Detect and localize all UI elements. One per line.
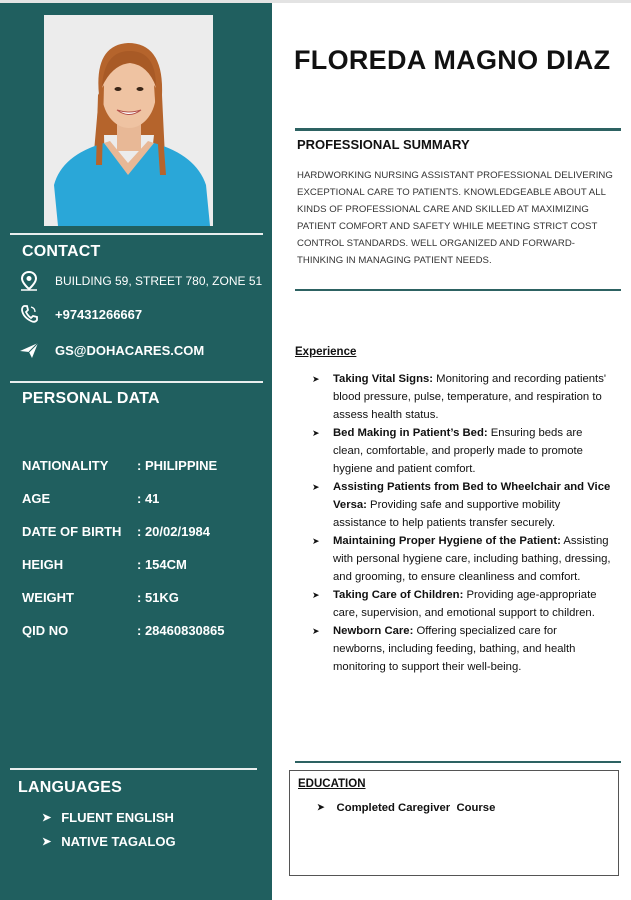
experience-title: Taking Care of Children:: [333, 589, 464, 601]
contact-email-text: GS@DOHACARES.COM: [55, 342, 205, 358]
personal-key: DATE OF BIRTH: [22, 524, 122, 539]
experience-title: Newborn Care:: [333, 625, 414, 637]
summary-text: HARDWORKING NURSING ASSISTANT PROFESSIONAL DELIVERING EXCEPTIONAL CARE TO PATIENTS. KNOWLEDGEABLE ABOUT ALL KINDS OF PROFESSIONAL CARE AND SKILLED AT MAXIMIZING PATIENT COMFORT AND SAFETY WHILE MEETING STRICT COST CONTROL STANDARDS. WELL ORGANIZED AND FORWARD-THINKING IN MANAGING PATIENT NEEDS.: [297, 170, 613, 266]
experience-title: Bed Making in Patient’s Bed:: [333, 427, 488, 439]
experience-text: Ensuring beds are clean, comfortable, and properly made to promote hygiene and patient comfort.: [333, 427, 583, 475]
personal-value: : 154CM: [137, 557, 187, 572]
contact-phone-text: +97431266667: [55, 306, 143, 322]
personal-value: : 20/02/1984: [137, 524, 211, 539]
experience-title: Taking Vital Signs:: [333, 373, 434, 385]
paper-plane-icon: [18, 340, 40, 360]
arrow-bullet-icon: ➤: [42, 812, 52, 824]
portrait-image: [44, 15, 213, 226]
sidebar-divider: [10, 233, 263, 235]
personal-value: : 51KG: [137, 590, 179, 605]
personal-row-qid: [22, 623, 224, 638]
arrow-bullet-icon: ➤: [42, 836, 52, 848]
personal-row-nationality: [22, 458, 217, 473]
experience-heading: Experience: [295, 346, 357, 358]
personal-key: QID NO: [22, 623, 69, 638]
language-item: [42, 834, 176, 849]
arrow-bullet-icon: ➤: [312, 590, 320, 600]
personal-row-weight: [22, 590, 179, 605]
language-item: [42, 810, 174, 825]
arrow-bullet-icon: ➤: [317, 802, 325, 812]
arrow-bullet-icon: ➤: [312, 536, 320, 546]
personal-key: NATIONALITY: [22, 458, 109, 473]
languages-heading: LANGUAGES: [18, 779, 123, 796]
arrow-bullet-icon: ➤: [312, 482, 320, 492]
sidebar-divider: [10, 381, 263, 383]
personal-value: : 28460830865: [137, 623, 225, 638]
experience-list: [312, 370, 612, 676]
personal-row-dob: [22, 524, 210, 539]
location-pin-icon: [18, 271, 40, 291]
education-text: Completed Caregiver Course: [336, 802, 496, 814]
contact-address-text: BUILDING 59, STREET 780, ZONE 51: [55, 274, 263, 288]
personal-value: : 41: [137, 491, 160, 506]
personal-row-age: [22, 491, 159, 506]
sidebar-divider: [10, 768, 257, 770]
sidebar: [0, 3, 272, 900]
experience-item: [312, 586, 612, 622]
profile-photo: [44, 15, 213, 226]
personal-key: AGE: [22, 491, 51, 506]
experience-text: Assisting with personal hygiene care, including bathing, dressing, and grooming, to ensure cleanliness and comfort.: [333, 535, 611, 583]
personal-value: : PHILIPPINE: [137, 458, 218, 473]
contact-phone: [18, 304, 142, 324]
experience-item: [312, 424, 612, 478]
arrow-bullet-icon: ➤: [312, 626, 320, 636]
experience-title: Maintaining Proper Hygiene of the Patient:: [333, 535, 561, 547]
section-rule: [295, 289, 621, 291]
arrow-bullet-icon: ➤: [312, 374, 320, 384]
main-content: [272, 3, 631, 900]
contact-heading: CONTACT: [22, 243, 101, 260]
candidate-name: FLOREDA MAGNO DIAZ: [294, 45, 611, 75]
experience-title: Assisting Patients from Bed to Wheelchair and Vice Versa:: [333, 481, 611, 511]
experience-text: Providing safe and supportive mobility assistance to help patients transfer securely.: [333, 499, 561, 529]
language-text: FLUENT ENGLISH: [61, 810, 174, 825]
summary-heading: PROFESSIONAL SUMMARY: [297, 137, 470, 152]
personal-key: WEIGHT: [22, 590, 74, 605]
personal-key: HEIGH: [22, 557, 64, 572]
experience-item: [312, 532, 612, 586]
section-rule: [295, 761, 621, 763]
experience-item: [312, 370, 612, 424]
contact-email: [18, 340, 204, 360]
personal-row-height: [22, 557, 187, 572]
education-heading: EDUCATION: [298, 778, 366, 790]
section-rule: [295, 128, 621, 131]
experience-text: Providing age-appropriate care, supervision, and emotional support to children.: [333, 589, 597, 619]
education-item: [317, 802, 495, 814]
experience-item: [312, 622, 612, 676]
phone-icon: [18, 304, 40, 324]
contact-address: [18, 271, 262, 291]
language-text: NATIVE TAGALOG: [61, 834, 176, 849]
experience-text: Monitoring and recording patients' blood pressure, pulse, temperature, and respiration to assess health status.: [333, 373, 606, 421]
education-box: [289, 770, 619, 876]
personal-data-heading: PERSONAL DATA: [22, 390, 160, 407]
arrow-bullet-icon: ➤: [312, 428, 320, 438]
experience-item: [312, 478, 612, 532]
experience-text: Offering specialized care for newborns, including feeding, bathing, and health monitoring to support their well-being.: [333, 625, 576, 673]
